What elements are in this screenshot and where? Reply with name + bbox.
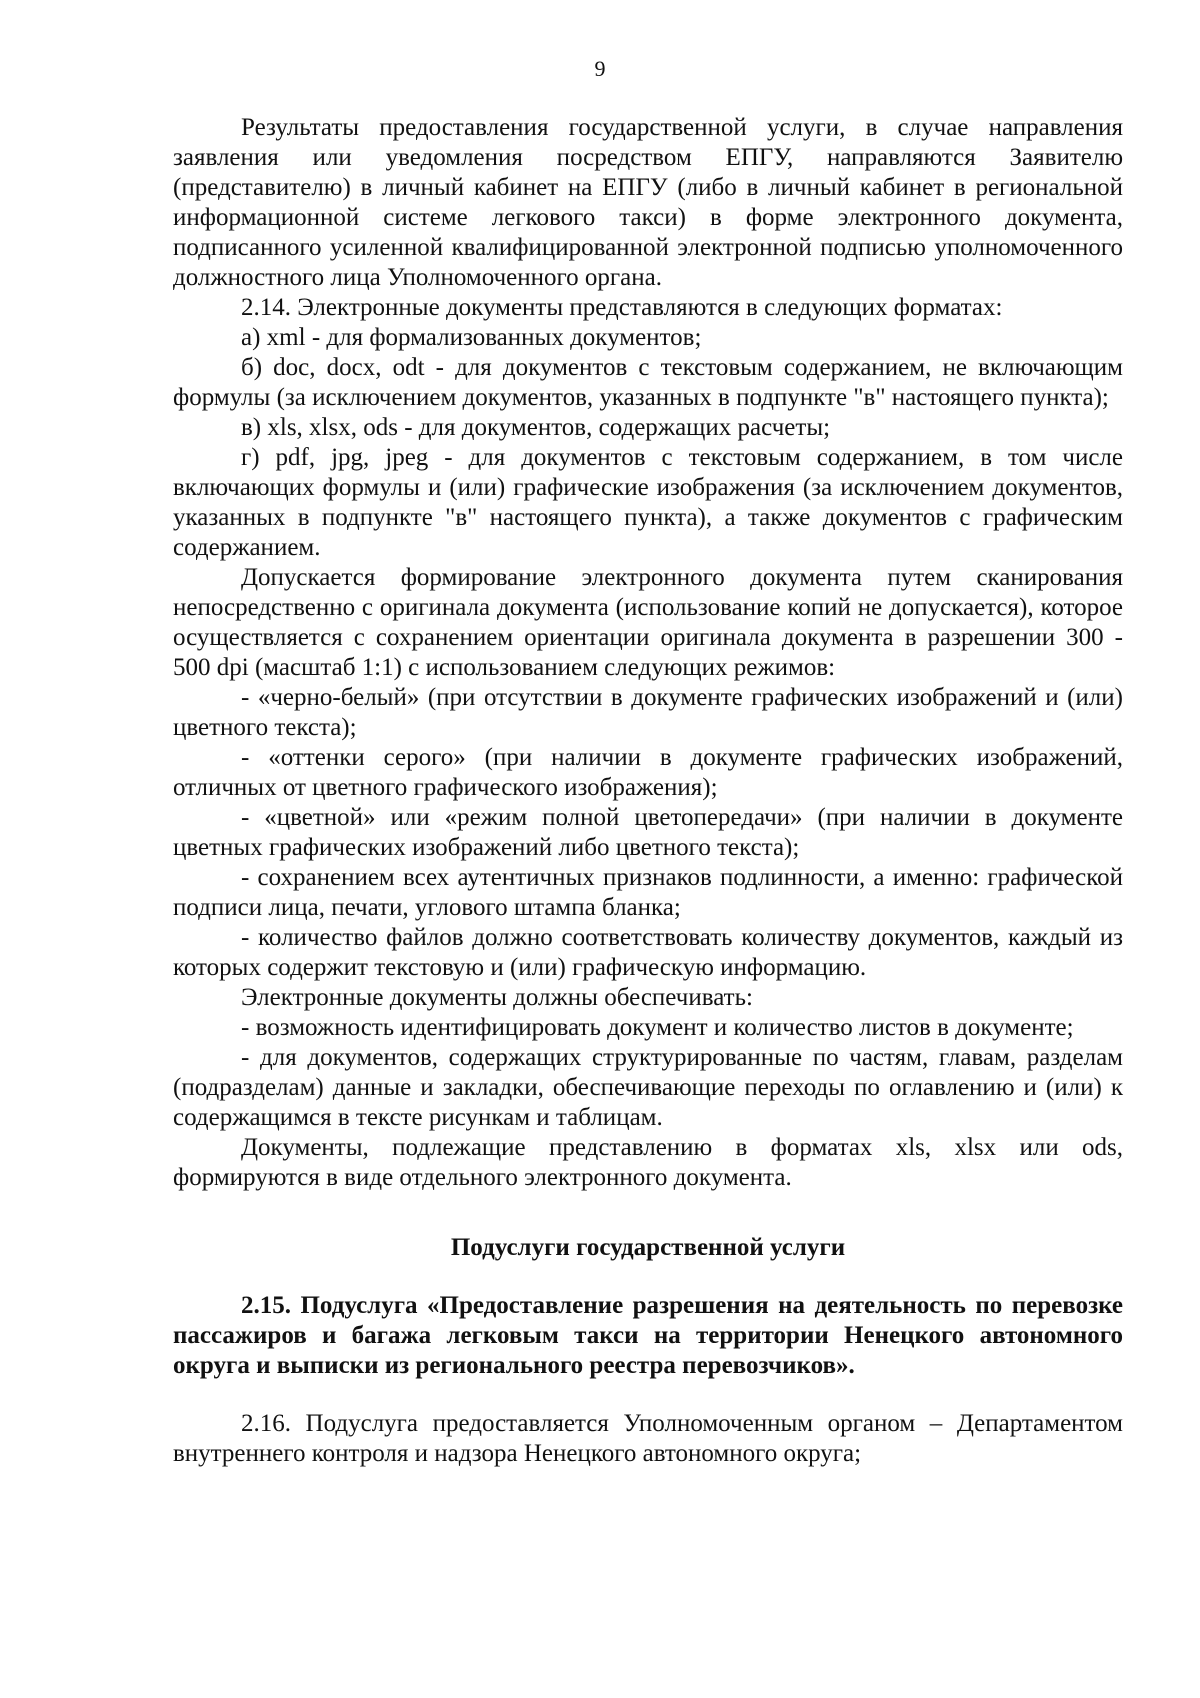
list-item-bookmarks: - для документов, содержащих структурированные по частям, главам, разделам (подразделам) данные и закладки, обеспечивающие переходы по оглавлению и (или) к содержащимся в тексте рисункам и таблицам. xyxy=(173,1044,1123,1131)
subsection-2-15: 2.15. Подуслуга «Предоставление разрешения на деятельность по перевозке пассажиров и багажа легковым такси на территории Ненецкого автономного округа и выписки из регионального реестра перевозчиков». xyxy=(173,1292,1123,1379)
list-item-a: а) xml - для формализованных документов; xyxy=(241,324,702,351)
list-item-file-count: - количество файлов должно соответствовать количеству документов, каждый из которых содержит текстовую и (или) графическую информацию. xyxy=(173,924,1123,981)
document-body xyxy=(173,113,1123,1469)
paragraph-2-14: 2.14. Электронные документы представляются в следующих форматах: xyxy=(241,294,1003,321)
paragraph-results: Результаты предоставления государственной услуги, в случае направления заявления или уведомления посредством ЕПГУ, направляются Заявителю (представителю) в личный кабинет на ЕПГУ (либо в личный кабинет в региональной информационной системе легкового такси) в форме электронного документа, подписанного усиленной квалифицированной электронной подписью уполномоченного должностного лица Уполномоченного органа. xyxy=(173,114,1123,291)
list-item-black-white: - «черно-белый» (при отсутствии в документе графических изображений и (или) цветного текста); xyxy=(173,684,1123,741)
paragraph-scanning: Допускается формирование электронного документа путем сканирования непосредственно с оригинала документа (использование копий не допускается), которое осуществляется с сохранением ориентации оригинала документа в разрешении 300 - 500 dpi (масштаб 1:1) с использованием следующих режимов: xyxy=(173,564,1123,681)
list-item-v: в) xls, xlsx, ods - для документов, содержащих расчеты; xyxy=(241,414,831,441)
list-item-color: - «цветной» или «режим полной цветопередачи» (при наличии в документе цветных графических изображений либо цветного текста); xyxy=(173,804,1123,861)
paragraph-xls-formats: Документы, подлежащие представлению в форматах xls, xlsx или ods, формируются в виде отдельного электронного документа. xyxy=(173,1134,1123,1191)
list-item-authenticity: - сохранением всех аутентичных признаков подлинности, а именно: графической подписи лица, печати, углового штампа бланка; xyxy=(173,864,1123,921)
list-item-b: б) doc, docx, odt - для документов с текстовым содержанием, не включающим формулы (за исключением документов, указанных в подпункте "в" настоящего пункта); xyxy=(173,354,1123,411)
list-item-grayscale: - «оттенки серого» (при наличии в документе графических изображений, отличных от цветного графического изображения); xyxy=(173,744,1123,801)
paragraph-requirements: Электронные документы должны обеспечивать: xyxy=(241,984,753,1011)
page-number: 9 xyxy=(594,56,606,81)
list-item-g: г) pdf, jpg, jpeg - для документов с текстовым содержанием, в том числе включающих формулы и (или) графические изображения (за исключением документов, указанных в подпункте "в" настоящего пункта), а также документов с графическим содержанием. xyxy=(173,444,1123,561)
section-heading: Подуслуги государственной услуги xyxy=(450,1234,846,1261)
paragraph-2-16: 2.16. Подуслуга предоставляется Уполномоченным органом – Департаментом внутреннего контроля и надзора Ненецкого автономного округа; xyxy=(173,1410,1123,1467)
list-item-identify: - возможность идентифицировать документ и количество листов в документе; xyxy=(241,1014,1074,1041)
